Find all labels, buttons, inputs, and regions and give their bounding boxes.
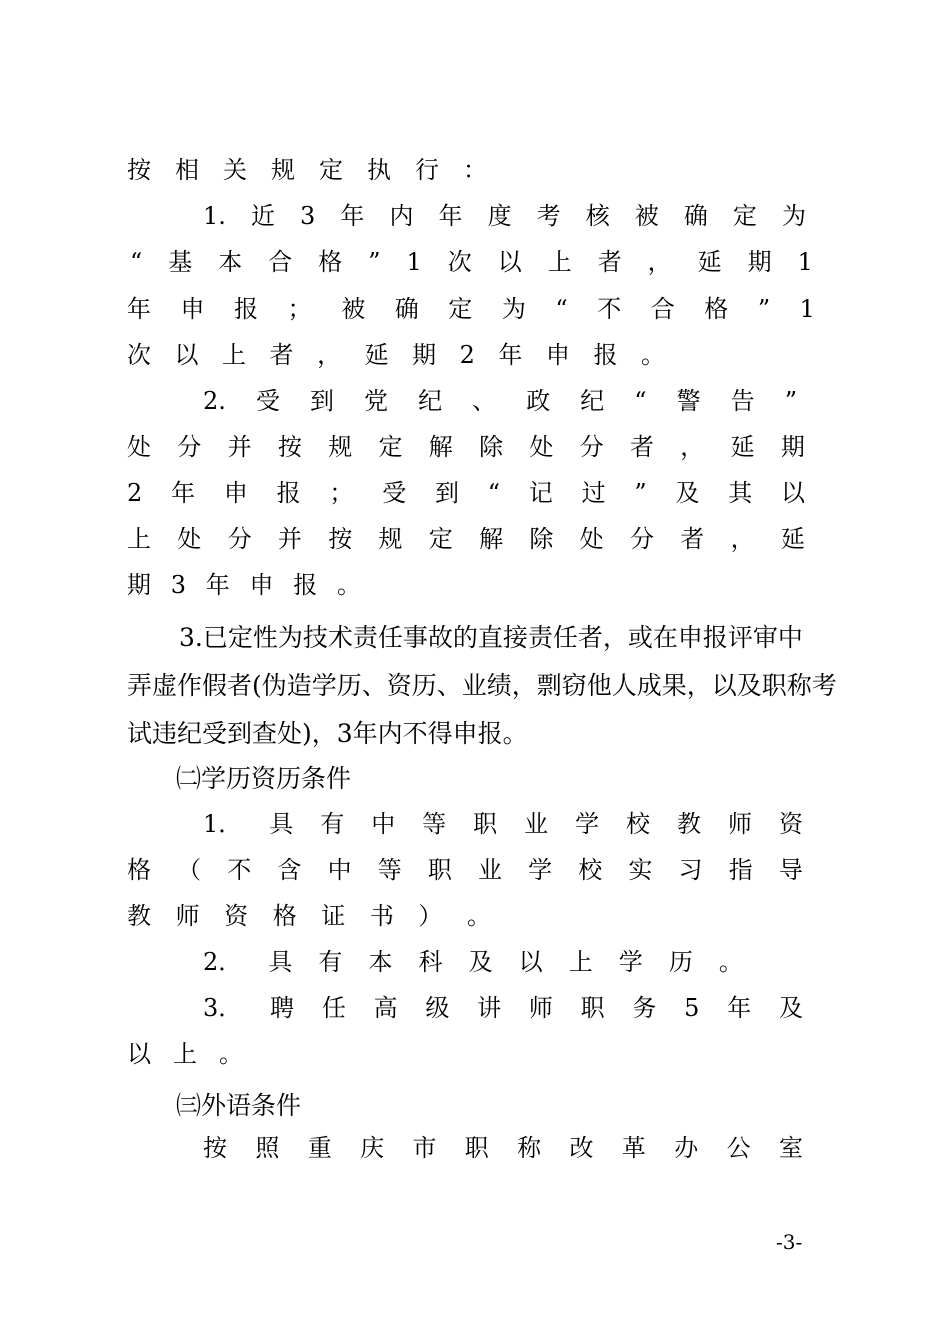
text-char: 年 xyxy=(127,295,151,323)
text-char: 申 xyxy=(545,341,570,369)
text-line xyxy=(203,386,797,416)
text-char: 1 xyxy=(797,248,813,276)
text-char: 资 xyxy=(778,810,803,838)
text-char: ” xyxy=(368,248,381,276)
text-char: 关 xyxy=(223,156,247,184)
text-char: 教 xyxy=(677,810,701,838)
text-char: 上 xyxy=(173,1040,197,1068)
text-char: 师 xyxy=(175,902,200,930)
text-char: ” xyxy=(634,479,647,507)
text-char: 近 xyxy=(250,202,275,230)
text-line xyxy=(130,247,813,277)
text-line: 3.已定性为技术责任事故的直接责任者，或在申报评审中 xyxy=(179,623,803,652)
text-char: 格 xyxy=(704,295,729,323)
text-char: 2． xyxy=(203,948,243,976)
text-char: 规 xyxy=(271,156,295,184)
text-char: 报 xyxy=(234,295,259,323)
text-char: 及 xyxy=(468,948,493,976)
text-char: 。 xyxy=(718,948,743,976)
text-char: 期 xyxy=(127,571,151,599)
text-char: （ xyxy=(177,856,202,884)
text-line xyxy=(203,993,803,1023)
text-char: 。 xyxy=(336,571,361,599)
text-char: 确 xyxy=(394,295,419,323)
text-char: ） xyxy=(418,902,443,930)
text-char: 报 xyxy=(276,479,301,507)
text-char: 延 xyxy=(697,248,722,276)
text-char: 按 xyxy=(328,525,353,553)
text-char: 上 xyxy=(547,248,572,276)
text-line: 弄虚作假者(伪造学历、资历、业绩，剽窃他人成果，以及职称考 xyxy=(127,671,837,700)
text-char: 以 xyxy=(518,948,543,976)
text-char: 受 xyxy=(255,387,280,415)
text-char: 合 xyxy=(268,248,293,276)
text-line xyxy=(127,570,361,600)
text-char: 次 xyxy=(447,248,472,276)
text-char: 执 xyxy=(367,156,391,184)
text-char: 办 xyxy=(674,1134,699,1162)
text-char: 2 xyxy=(459,341,475,369)
text-char: 具 xyxy=(268,948,293,976)
text-char: “ xyxy=(130,248,143,276)
text-char: 处 xyxy=(579,525,604,553)
text-char: ， xyxy=(317,341,342,369)
text-char: 不 xyxy=(227,856,252,884)
text-char: 合 xyxy=(650,295,675,323)
text-char: 年 xyxy=(205,571,230,599)
text-char: 政 xyxy=(526,387,551,415)
text-char: 书 xyxy=(369,902,394,930)
text-char: 定 xyxy=(448,295,473,323)
text-char: 为 xyxy=(501,295,526,323)
text-char: 定 xyxy=(732,202,757,230)
text-char: 考 xyxy=(536,202,561,230)
text-char: 纪 xyxy=(580,387,605,415)
text-char: 者 xyxy=(629,433,654,461)
text-char: 资 xyxy=(224,902,249,930)
line-chars xyxy=(203,809,803,839)
line-chars xyxy=(203,386,797,416)
text-char: 2 xyxy=(127,479,143,507)
text-char: 分 xyxy=(629,525,654,553)
text-char: ， xyxy=(680,433,705,461)
text-line xyxy=(127,524,805,554)
text-char: 以 xyxy=(127,1040,151,1068)
text-line xyxy=(127,340,665,370)
text-char: 讲 xyxy=(477,994,502,1022)
text-char: ； xyxy=(287,295,312,323)
text-char: 照 xyxy=(255,1134,280,1162)
text-char: 上 xyxy=(568,948,593,976)
text-char: 解 xyxy=(428,433,453,461)
line-chars xyxy=(127,570,361,600)
text-line xyxy=(127,432,805,462)
line-chars xyxy=(127,294,815,324)
text-char: 称 xyxy=(517,1134,542,1162)
text-char: 3 xyxy=(170,571,187,599)
text-char: 具 xyxy=(269,810,294,838)
text-char: 等 xyxy=(422,810,447,838)
text-char: 规 xyxy=(328,433,353,461)
section-heading: ㈡学历资历条件 xyxy=(176,764,352,793)
text-char: 被 xyxy=(634,202,659,230)
text-char: 。 xyxy=(219,1040,243,1068)
text-char: 处 xyxy=(529,433,554,461)
text-char: 。 xyxy=(640,341,665,369)
text-char: 年 xyxy=(498,341,523,369)
text-char: 1 xyxy=(406,248,422,276)
text-char: 基 xyxy=(168,248,193,276)
text-char: 及 xyxy=(675,479,700,507)
text-line: 试违纪受到查处)，3年内不得申报。 xyxy=(127,719,528,748)
text-char: 公 xyxy=(726,1134,751,1162)
line-chars xyxy=(203,1133,803,1163)
text-char: 分 xyxy=(227,525,252,553)
text-char: ” xyxy=(757,295,771,323)
text-char: 内 xyxy=(389,202,414,230)
text-char: 及 xyxy=(778,994,803,1022)
text-char: 处 xyxy=(127,433,151,461)
text-char: 确 xyxy=(683,202,708,230)
text-char: 学 xyxy=(575,810,600,838)
line-chars xyxy=(127,855,803,885)
text-char: “ xyxy=(634,387,647,415)
text-char: 过 xyxy=(581,479,606,507)
text-line xyxy=(127,901,491,931)
text-line xyxy=(203,201,806,231)
text-char: 市 xyxy=(412,1134,437,1162)
text-line xyxy=(203,1133,803,1163)
text-char: 校 xyxy=(626,810,651,838)
text-char: “ xyxy=(555,295,568,323)
line-chars xyxy=(203,947,743,977)
text-char: 到 xyxy=(310,387,334,415)
text-char: 中 xyxy=(327,856,352,884)
text-char: “ xyxy=(487,479,501,507)
line-chars xyxy=(127,524,805,554)
text-line xyxy=(127,155,487,185)
text-char: 室 xyxy=(778,1134,803,1162)
text-char: 到 xyxy=(434,479,459,507)
text-char: 按 xyxy=(127,156,151,184)
line-chars xyxy=(127,1039,243,1069)
text-char: 行 xyxy=(415,156,439,184)
text-char: 级 xyxy=(425,994,450,1022)
text-char: 改 xyxy=(569,1134,594,1162)
text-char: 按 xyxy=(203,1134,227,1162)
text-char: 有 xyxy=(318,948,343,976)
line-chars xyxy=(127,478,805,508)
text-char: 中 xyxy=(371,810,396,838)
text-char: 规 xyxy=(378,525,403,553)
text-char: 教 xyxy=(127,902,151,930)
text-char: 报 xyxy=(593,341,618,369)
text-char: 年 xyxy=(171,479,196,507)
page-number: -3- xyxy=(776,1230,803,1254)
text-char: 并 xyxy=(227,433,252,461)
text-char: 任 xyxy=(321,994,346,1022)
text-char: 年 xyxy=(438,202,463,230)
text-char: 5 xyxy=(684,994,700,1022)
text-char: 历 xyxy=(668,948,693,976)
text-char: 庆 xyxy=(360,1134,385,1162)
text-char: 年 xyxy=(727,994,752,1022)
text-char: ， xyxy=(647,248,672,276)
text-char: 延 xyxy=(730,433,755,461)
text-char: 职 xyxy=(580,994,605,1022)
text-char: 革 xyxy=(621,1134,646,1162)
text-char: 业 xyxy=(524,810,549,838)
text-char: ； xyxy=(329,479,354,507)
text-char: 含 xyxy=(277,856,302,884)
text-char: ， xyxy=(730,525,755,553)
line-chars xyxy=(127,155,487,185)
text-char: 1 xyxy=(799,295,815,323)
text-char: 年 xyxy=(340,202,365,230)
text-char: 科 xyxy=(418,948,443,976)
text-char: 本 xyxy=(368,948,393,976)
text-char: 党 xyxy=(364,387,389,415)
line-chars xyxy=(127,340,665,370)
text-char: 上 xyxy=(127,525,151,553)
text-char: 职 xyxy=(427,856,452,884)
text-char: 期 xyxy=(412,341,437,369)
text-char: 并 xyxy=(277,525,302,553)
text-char: 习 xyxy=(678,856,703,884)
text-char: 聘 xyxy=(270,994,295,1022)
text-char: 务 xyxy=(632,994,657,1022)
text-char: 其 xyxy=(728,479,753,507)
text-char: 警 xyxy=(676,387,701,415)
text-char: 学 xyxy=(618,948,643,976)
text-char: 以 xyxy=(781,479,805,507)
text-char: 格 xyxy=(318,248,343,276)
text-char: 1. xyxy=(203,202,226,230)
line-chars xyxy=(127,432,805,462)
text-char: 职 xyxy=(473,810,498,838)
text-char: 指 xyxy=(728,856,753,884)
text-char: 申 xyxy=(180,295,205,323)
text-char: 、 xyxy=(472,387,497,415)
text-char: 者 xyxy=(597,248,622,276)
text-char: 受 xyxy=(382,479,407,507)
text-char: 2. xyxy=(203,387,226,415)
text-char: 次 xyxy=(127,341,151,369)
line-chars xyxy=(130,247,813,277)
text-char: 定 xyxy=(319,156,343,184)
text-line xyxy=(203,809,803,839)
text-char: 实 xyxy=(628,856,653,884)
text-char: 导 xyxy=(778,856,803,884)
text-char: 3 xyxy=(300,202,316,230)
text-char: 为 xyxy=(781,202,806,230)
text-char: 被 xyxy=(341,295,366,323)
text-char: 核 xyxy=(585,202,610,230)
text-char: 延 xyxy=(780,525,805,553)
text-char: 定 xyxy=(378,433,403,461)
text-char: 业 xyxy=(477,856,502,884)
section-heading: ㈢外语条件 xyxy=(176,1091,302,1120)
text-line xyxy=(127,1039,243,1069)
text-char: 以 xyxy=(497,248,522,276)
text-char: 度 xyxy=(487,202,512,230)
text-line xyxy=(127,294,815,324)
text-char: 校 xyxy=(578,856,603,884)
text-char: 有 xyxy=(320,810,345,838)
text-char: 。 xyxy=(466,902,491,930)
text-char: 除 xyxy=(479,433,504,461)
text-char: ” xyxy=(784,387,797,415)
text-char: 格 xyxy=(272,902,297,930)
text-char: 期 xyxy=(780,433,805,461)
text-char: 相 xyxy=(175,156,199,184)
text-char: 告 xyxy=(730,387,755,415)
text-char: 申 xyxy=(223,479,248,507)
text-char: 1． xyxy=(203,810,243,838)
text-char: 纪 xyxy=(418,387,443,415)
text-char: 解 xyxy=(479,525,504,553)
text-char: 者 xyxy=(680,525,705,553)
text-char: 高 xyxy=(373,994,398,1022)
text-char: 者 xyxy=(269,341,294,369)
text-line xyxy=(203,947,743,977)
text-char: 师 xyxy=(528,994,553,1022)
text-char: 格 xyxy=(127,856,151,884)
text-char: 延 xyxy=(364,341,389,369)
text-char: 除 xyxy=(529,525,554,553)
text-char: 3． xyxy=(203,994,243,1022)
text-char: 定 xyxy=(428,525,453,553)
text-char: 报 xyxy=(293,571,318,599)
text-char: 等 xyxy=(377,856,402,884)
text-char: 师 xyxy=(727,810,752,838)
text-char: 申 xyxy=(249,571,274,599)
line-chars xyxy=(203,993,803,1023)
text-char: 期 xyxy=(747,248,772,276)
text-char: 分 xyxy=(579,433,604,461)
line-chars xyxy=(127,901,491,931)
text-line xyxy=(127,478,805,508)
text-char: 上 xyxy=(222,341,247,369)
text-char: 证 xyxy=(321,902,346,930)
text-char: 本 xyxy=(218,248,243,276)
text-char: 分 xyxy=(177,433,202,461)
text-char: 处 xyxy=(177,525,202,553)
text-char: 以 xyxy=(174,341,199,369)
text-char: 学 xyxy=(528,856,553,884)
text-char: 重 xyxy=(307,1134,332,1162)
text-char: 记 xyxy=(528,479,553,507)
text-line xyxy=(127,855,803,885)
text-char: 职 xyxy=(464,1134,489,1162)
text-char: 不 xyxy=(597,295,622,323)
line-chars xyxy=(203,201,806,231)
text-char: 按 xyxy=(277,433,302,461)
text-char: ： xyxy=(463,156,487,184)
